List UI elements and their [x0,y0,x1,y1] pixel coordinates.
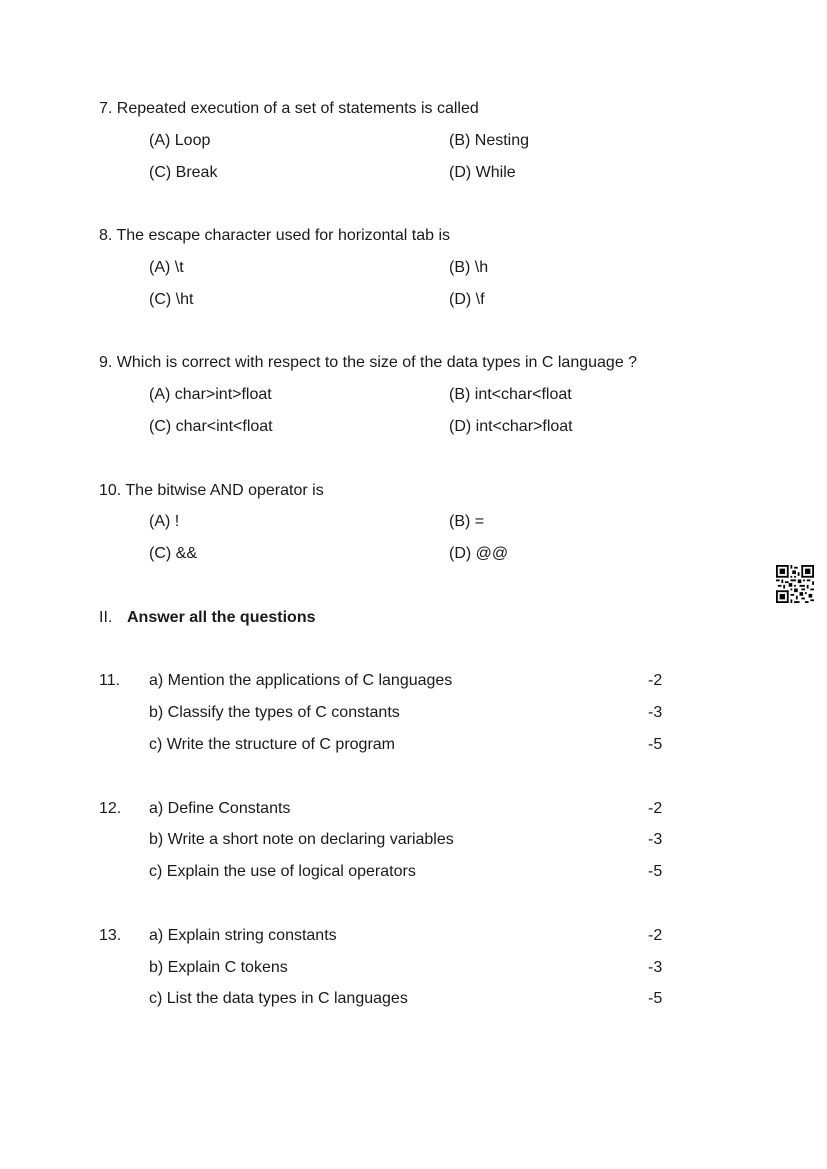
question-9-option-b: (B) int<char<float [449,386,572,403]
question-13-part-b-marks: -3 [648,959,663,976]
question-13-part-a: a) Explain string constants [149,927,337,944]
question-8-option-a: (A) \t [149,259,184,276]
question-10-option-a: (A) ! [149,513,180,530]
question-9-option-c: (C) char<int<float [149,418,273,435]
question-13-number: 13. [99,927,122,944]
question-12-part-b: b) Write a short note on declaring variables [149,831,454,848]
question-10-text: 10. The bitwise AND operator is [99,482,324,499]
question-8-option-c: (C) \ht [149,291,194,308]
question-12-number: 12. [99,800,122,817]
question-13-part-c: c) List the data types in C languages [149,990,408,1007]
question-11-part-b: b) Classify the types of C constants [149,704,400,721]
question-9-option-a: (A) char>int>float [149,386,272,403]
question-12-part-c: c) Explain the use of logical operators [149,863,416,880]
question-12-part-c-marks: -5 [648,863,663,880]
question-11-part-c-marks: -5 [648,736,663,753]
question-8-text: 8. The escape character used for horizontal tab is [99,227,451,244]
question-8-option-b: (B) \h [449,259,489,276]
question-11-part-c: c) Write the structure of C program [149,736,395,753]
question-7-option-d: (D) While [449,164,516,181]
question-13-part-b: b) Explain C tokens [149,959,288,976]
question-8-option-d: (D) \f [449,291,485,308]
question-11-part-b-marks: -3 [648,704,663,721]
qr-code-icon [776,565,814,603]
question-7-option-c: (C) Break [149,164,218,181]
question-11-part-a: a) Mention the applications of C languages [149,672,453,689]
question-7-option-a: (A) Loop [149,132,211,149]
section-title: Answer all the questions [127,609,316,626]
question-10-option-d: (D) @@ [449,545,509,562]
question-10-option-c: (C) && [149,545,197,562]
question-7-text: 7. Repeated execution of a set of statements is called [99,100,479,117]
question-13-part-c-marks: -5 [648,990,663,1007]
question-12-part-b-marks: -3 [648,831,663,848]
question-13-part-a-marks: -2 [648,927,663,944]
question-11-number: 11. [99,672,121,689]
question-12-part-a: a) Define Constants [149,800,291,817]
question-10-option-b: (B) = [449,513,485,530]
question-7-option-b: (B) Nesting [449,132,530,149]
question-11-part-a-marks: -2 [648,672,663,689]
question-9-text: 9. Which is correct with respect to the size of the data types in C language ? [99,354,638,371]
section-number: II. [99,609,113,626]
question-12-part-a-marks: -2 [648,800,663,817]
question-9-option-d: (D) int<char>float [449,418,573,435]
